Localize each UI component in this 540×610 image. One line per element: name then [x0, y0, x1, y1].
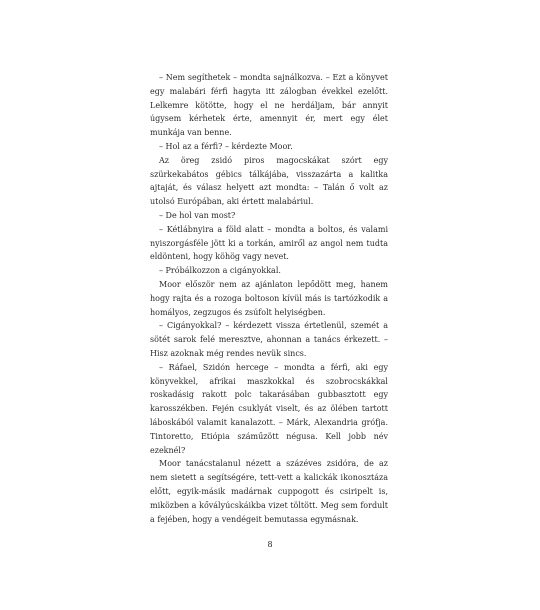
- paragraph-4: – De hol van most?: [159, 210, 236, 220]
- body-text: [150, 71, 388, 526]
- paragraph-1: – Nem segíthetek – mondta sajnálkozva. – Ezt a könyvet egy malabári férfi hagyta itt zálogban évekkel ezelőtt. Lelkemre kötötte, hogy el ne herdáljam, bár annyit úgysem kérhetek érte, amennyit ér, mert egy élet munkája van benne.: [150, 73, 388, 138]
- paragraph-5: – Kétlábnyira a föld alatt – mondta a boltos, és valami nyiszorgásféle jött ki a torkán, amiről az angol nem tudta eldönteni, hogy köhög vagy nevet.: [150, 224, 388, 262]
- paragraph-8: – Cigányokkal? – kérdezett vissza értetlenül, szemét a sötét sarok felé meresztve, ahonnan a tanács érkezett. – Hisz azoknak még rendes nevük sincs.: [150, 321, 388, 358]
- paragraph-10: Moor tanácstalanul nézett a százéves zsidóra, de az nem sietett a segítségére, tett-vett a kalickák ikonosztáza előtt, egyik-másik madárnak cuppogott és csiripelt is, miközben a kővályúcskáikba vizet töltött. Meg sem fordult a fejében, hogy a vendégeit bemutassa egymásnak.: [150, 459, 388, 524]
- paragraph-2: – Hol az a férfi? – kérdezte Moor.: [159, 141, 293, 151]
- page-number: 8: [267, 540, 273, 549]
- paragraph-6: – Próbálkozzon a cigányokkal.: [159, 266, 281, 276]
- paragraph-3: Az öreg zsidó piros magocskákat szórt egy szürkekabátos gébics tálkájába, visszazárta a kalitka ajtaját, és válasz helyett azt mondta: – Talán ő volt az utolsó Európában, aki értett malabáriul.: [150, 155, 388, 207]
- paragraph-9: – Ráfael, Szidón hercege – mondta a férfi, aki egy könyvekkel, afrikai maszkokkal és szobrocskákkal roskadásig rakott polc takarásában gubbasztott egy karosszékben. Fején csuklyát viselt, és az ölében tartott láboskából valamit kanalazott. – Márk, Alexandria grófja. Tintoretto, Etiópia száműzött négusa. Kell jobb név ezeknél?: [150, 362, 388, 455]
- paragraph-7: Moor először nem az ajánlaton lepődött meg, hanem hogy rajta és a rozoga boltoson kívül más is tartózkodik a homályos, zegzugos és zsúfolt helyiségben.: [150, 279, 388, 317]
